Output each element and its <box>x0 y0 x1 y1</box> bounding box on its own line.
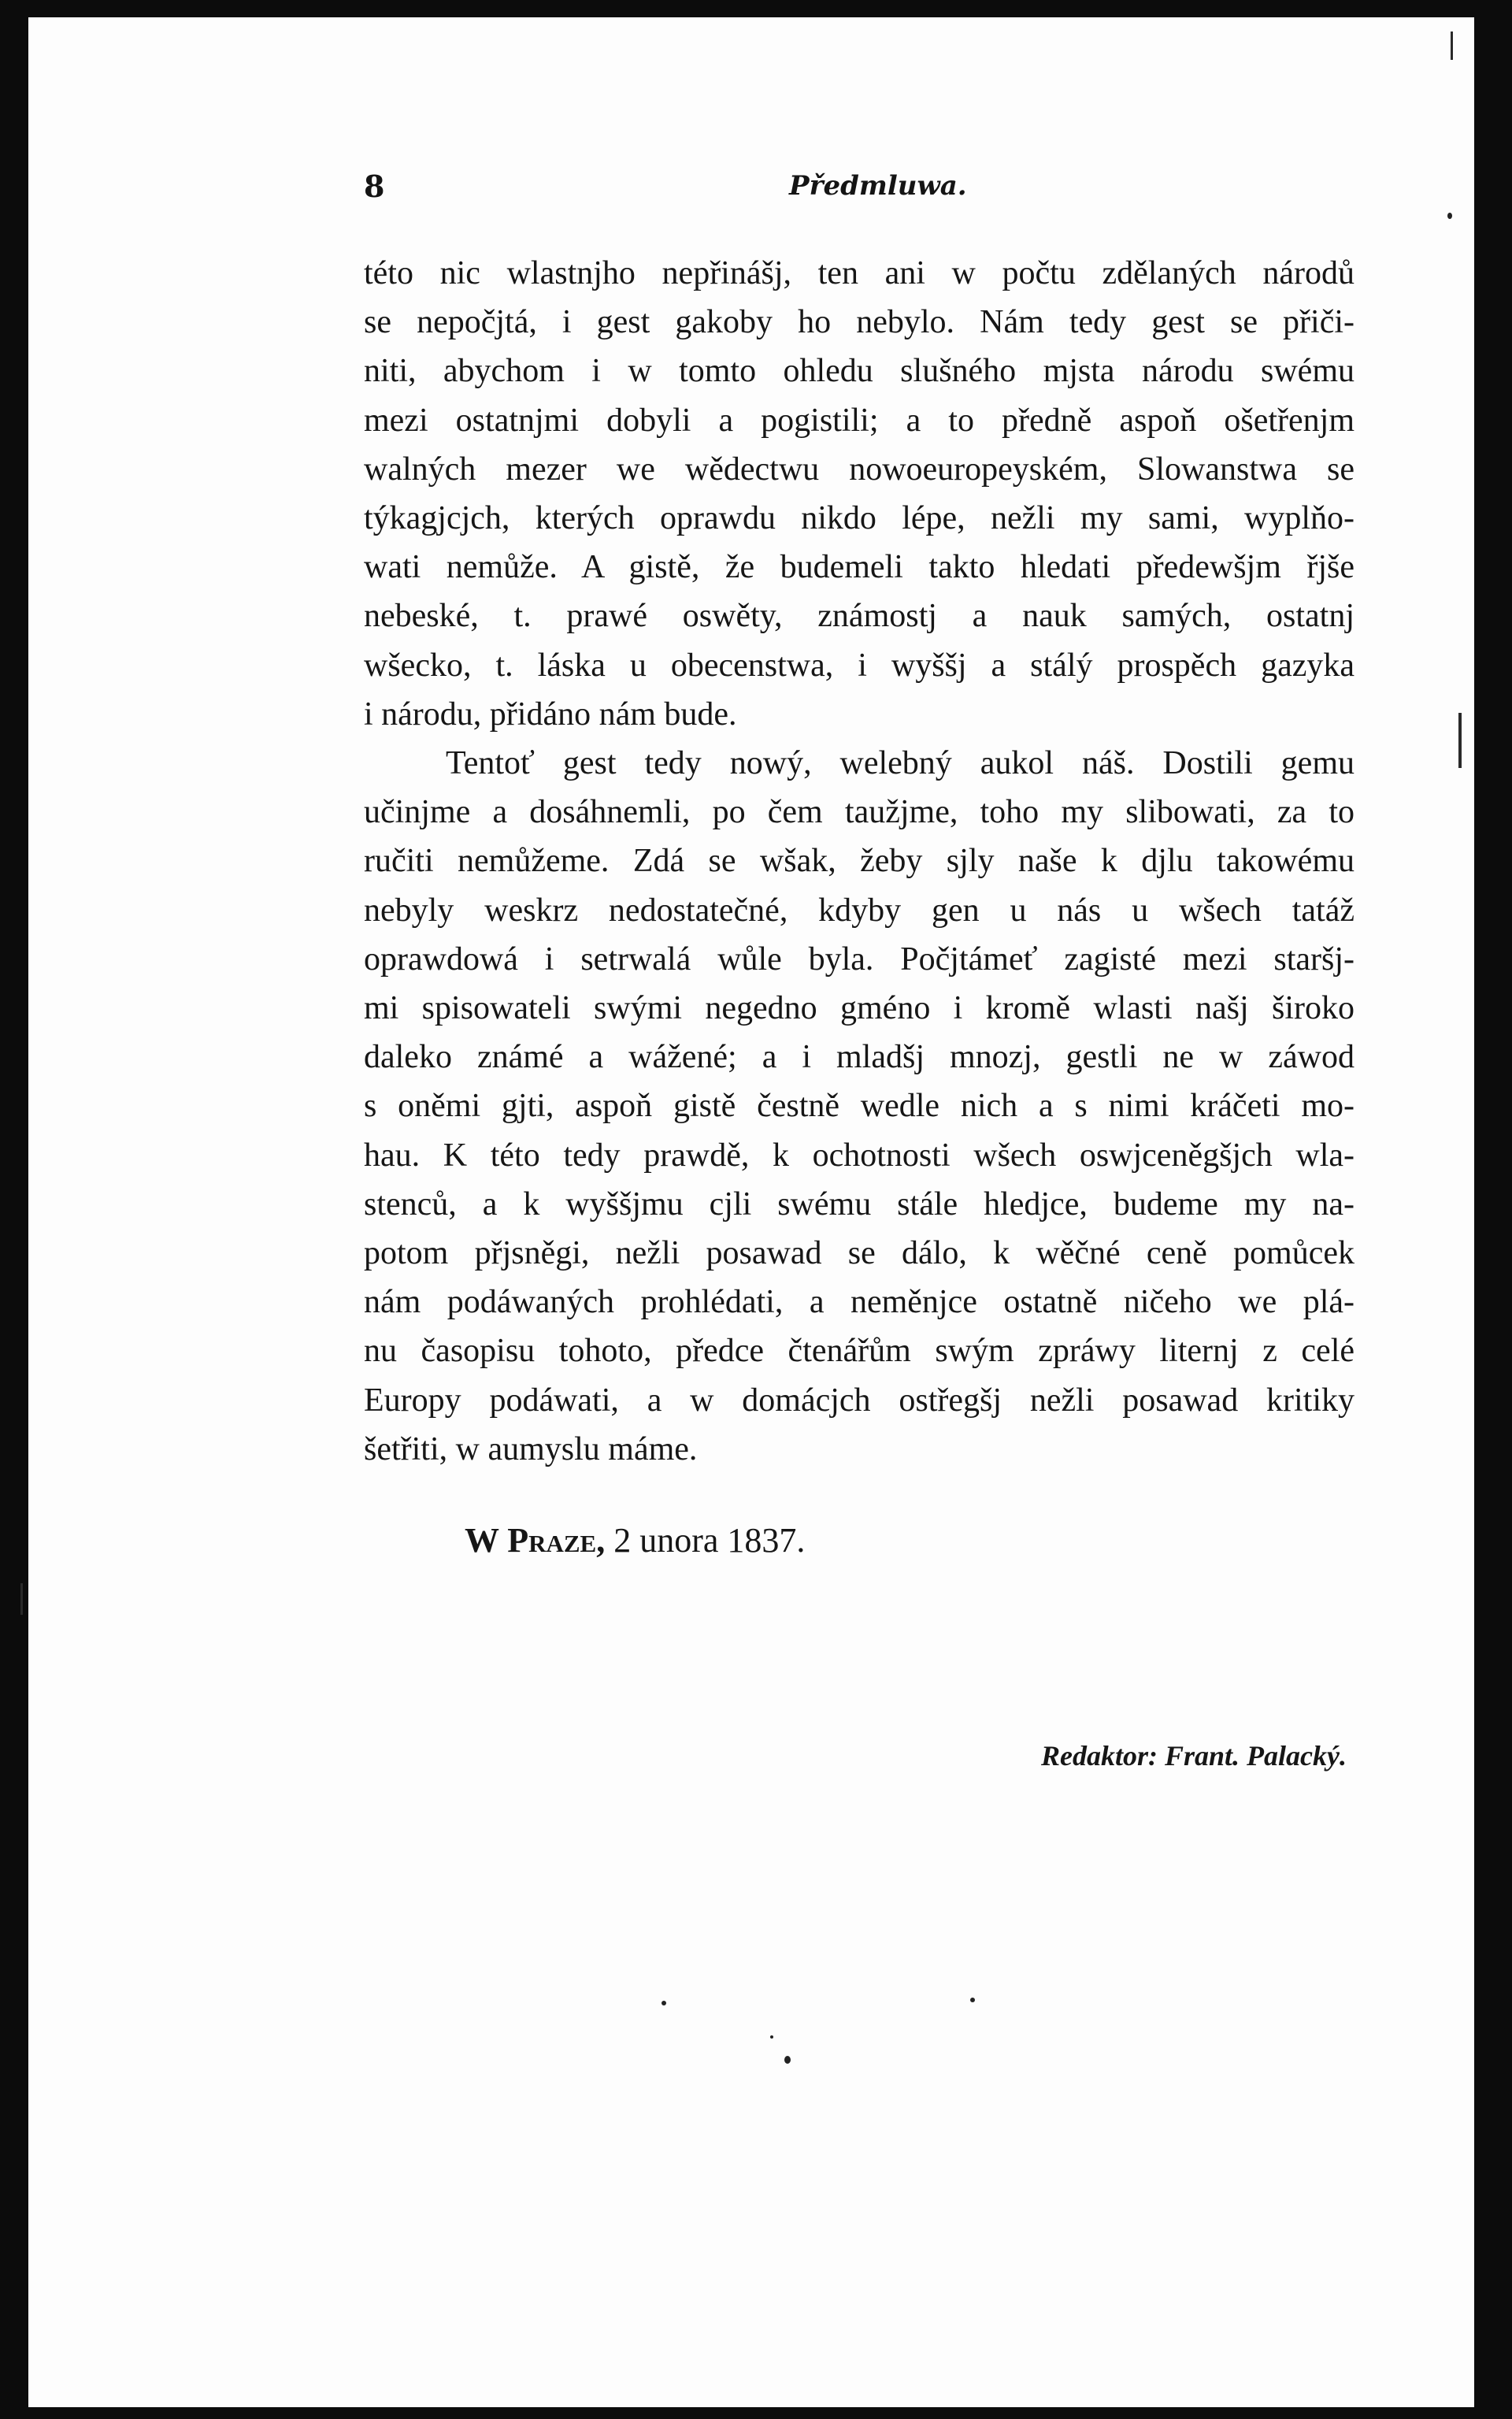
dateline-date: 2 unora 1837. <box>613 1521 806 1560</box>
text-line: mi spisowateli swými negedno gméno i kromě wlasti našj široko <box>364 990 1354 1027</box>
text-line: nu časopisu tohoto, předce čtenářům swým zpráwy liternj z celé <box>364 1333 1354 1370</box>
text-line: mezi ostatnjmi dobyli a pogistili; a to předně aspoň ošetřenjm <box>364 402 1354 439</box>
text-line: niti, abychom i w tomto ohledu slušného mjsta národu swému <box>364 353 1354 390</box>
text-line: stenců, a k wyššjmu cjli swému stále hledjce, budeme my na- <box>364 1185 1354 1222</box>
text-line: týkagjcjch, kterých oprawdu nikdo lépe, nežli my sami, wyplňo- <box>364 500 1354 537</box>
page-header <box>364 169 1362 216</box>
text-line: ručiti nemůžeme. Zdá se wšak, žeby sjly naše k djlu takowému <box>364 843 1354 880</box>
page-number: 8 <box>364 169 385 204</box>
text-line: wati nemůže. A gistě, že budemeli takto hledati předewšjm řjše <box>364 549 1354 586</box>
text-line: s oněmi gjti, aspoň gistě čestně wedle nich a s nimi kráčeti mo- <box>364 1088 1354 1125</box>
signature: Redaktor: Frant. Palacký. <box>1041 1740 1347 1772</box>
text-line: šetřiti, w aumyslu máme. <box>364 1430 698 1467</box>
scan-edge-mark <box>20 1583 23 1615</box>
scan-speck <box>970 1998 975 2002</box>
running-head: Předmluwa. <box>789 170 967 202</box>
text-line: oprawdowá i setrwalá wůle byla. Počjtámeť zagisté mezi staršj- <box>364 941 1354 978</box>
text-line: se nepočjtá, i gest gakoby ho nebylo. Nám tedy gest se přiči- <box>364 304 1354 341</box>
scan-edge-mark <box>1458 713 1462 768</box>
body-text <box>364 249 1354 1474</box>
text-line: učinjme a dosáhnemli, po čem taužjme, toho my slibowati, za to <box>364 794 1354 831</box>
dateline-place: W Praze, <box>465 1521 606 1560</box>
text-line: hau. K této tedy prawdě, k ochotnosti wšech oswjceněgšjch wla- <box>364 1137 1354 1174</box>
dateline <box>465 1520 805 1560</box>
scan-speck <box>1447 213 1452 219</box>
text-line: nebyly weskrz nedostatečné, kdyby gen u nás u wšech tatáž <box>364 892 1354 929</box>
scan-edge-mark <box>1451 32 1453 60</box>
text-line: potom přjsněgi, nežli posawad se dálo, k wěčné ceně pomůcek <box>364 1235 1354 1272</box>
text-line: wšecko, t. láska u obecenstwa, i wyššj a stálý prospěch gazyka <box>364 647 1354 684</box>
text-line: této nic wlastnjho nepřinášj, ten ani w počtu zdělaných národů <box>364 255 1354 291</box>
text-line: nám podáwaných prohlédati, a neměnjce ostatně ničeho we plá- <box>364 1284 1354 1321</box>
scan-speck <box>770 2035 773 2039</box>
scan-speck <box>784 2056 791 2064</box>
text-line: Europy podáwati, a w domácjch ostřegšj nežli posawad kritiky <box>364 1382 1354 1419</box>
text-line: nebeské, t. prawé oswěty, známostj a nauk samých, ostatnj <box>364 598 1354 635</box>
text-line: daleko známé a wážené; a i mladšj mnozj, gestli ne w záwod <box>364 1039 1354 1076</box>
text-line: Tentoť gest tedy nowý, welebný aukol náš. Dostili gemu <box>446 745 1354 782</box>
text-line: walných mezer we wědectwu nowoeuropeyském, Slowanstwa se <box>364 451 1354 488</box>
text-line: i národu, přidáno nám bude. <box>364 696 737 733</box>
scan-speck <box>662 2001 666 2005</box>
